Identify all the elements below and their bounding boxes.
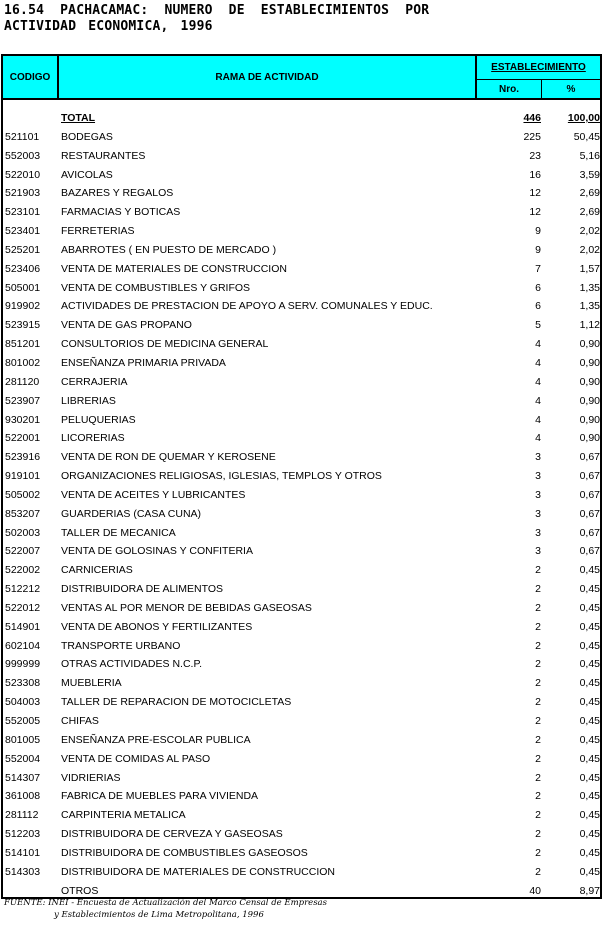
rama-cell: CHIFAS xyxy=(61,715,99,727)
codigo-cell: 505002 xyxy=(5,488,41,501)
table-row xyxy=(3,506,600,525)
rama-cell: BODEGAS xyxy=(61,130,113,143)
pct-cell: 0,45 xyxy=(579,696,600,709)
nro-cell: 2 xyxy=(535,583,541,596)
nro-cell: 3 xyxy=(535,470,541,483)
pct-cell: 2,69 xyxy=(579,187,600,200)
codigo-cell: 523101 xyxy=(5,206,41,219)
pct-cell: 1,12 xyxy=(579,319,600,332)
pct-cell: 0,67 xyxy=(579,470,600,483)
table-row xyxy=(3,675,600,694)
rama-cell: FARMACIAS Y BOTICAS xyxy=(61,206,181,219)
table-row xyxy=(3,280,600,299)
nro-cell: 9 xyxy=(535,243,541,256)
pct-cell: 0,45 xyxy=(579,715,600,727)
pct-cell: 0,45 xyxy=(579,865,600,878)
nro-cell: 2 xyxy=(535,677,541,690)
table-row xyxy=(3,430,600,449)
pct-cell: 0,90 xyxy=(579,356,600,369)
nro-cell: 4 xyxy=(535,356,541,369)
pct-cell: 2,69 xyxy=(579,206,600,219)
table-row xyxy=(3,468,600,487)
rama-cell: DISTRIBUIDORA DE COMBUSTIBLES GASEOSOS xyxy=(61,846,308,859)
title-line-2: ACTIVIDAD ECONOMICA, 1996 xyxy=(4,19,213,34)
nro-cell: 2 xyxy=(535,601,541,614)
rama-cell: RESTAURANTES xyxy=(61,149,146,162)
table-row xyxy=(3,788,600,807)
codigo-cell: 281120 xyxy=(5,375,40,388)
total-pct: 100,00 xyxy=(567,112,600,124)
codigo-cell: 853207 xyxy=(5,507,41,520)
codigo-cell: 525201 xyxy=(5,243,41,256)
codigo-cell: 514901 xyxy=(5,620,41,633)
nro-cell: 2 xyxy=(535,696,541,709)
pct-cell: 2,02 xyxy=(579,225,600,238)
nro-cell: 16 xyxy=(529,168,541,181)
nro-cell: 9 xyxy=(535,225,541,238)
total-row xyxy=(3,110,600,129)
table-row xyxy=(3,562,600,581)
nro-cell: 5 xyxy=(535,319,541,332)
pct-cell: 0,45 xyxy=(579,809,600,822)
codigo-cell: 523401 xyxy=(5,225,41,238)
rama-cell: ACTIVIDADES DE PRESTACION DE APOYO A SERV. COMUNALES Y EDUC. xyxy=(61,300,433,313)
table-row xyxy=(3,543,600,562)
rama-cell: DISTRIBUIDORA DE MATERIALES DE CONSTRUCCION xyxy=(61,865,336,878)
table-row xyxy=(3,619,600,638)
nro-cell: 2 xyxy=(535,752,541,765)
rama-cell: VENTA DE ACEITES Y LUBRICANTES xyxy=(61,488,246,501)
rama-cell: VENTA DE GAS PROPANO xyxy=(61,319,192,332)
rama-cell: DISTRIBUIDORA DE ALIMENTOS xyxy=(61,583,224,596)
table-row xyxy=(3,600,600,619)
nro-cell: 6 xyxy=(535,281,541,294)
pct-cell: 1,35 xyxy=(579,300,600,313)
rama-cell: VENTA DE GOLOSINAS Y CONFITERIA xyxy=(61,545,253,558)
nro-cell: 2 xyxy=(535,658,541,671)
rama-cell: FABRICA DE MUEBLES PARA VIVIENDA xyxy=(61,790,259,803)
pct-cell: 0,45 xyxy=(579,601,600,614)
nro-cell: 12 xyxy=(529,206,541,219)
rama-cell: CARPINTERIA METALICA xyxy=(61,809,186,822)
footnote-line-1: FUENTE: INEI - Encuesta de Actualización del Marco Censal de Empresas xyxy=(4,898,327,908)
table-row xyxy=(3,393,600,412)
pct-cell: 0,67 xyxy=(579,451,600,464)
nro-cell: 3 xyxy=(535,488,541,501)
pct-cell: 0,45 xyxy=(579,752,600,765)
rama-cell: ABARROTES ( EN PUESTO DE MERCADO ) xyxy=(61,243,277,256)
pct-cell: 0,45 xyxy=(579,620,600,633)
nro-cell: 2 xyxy=(535,771,541,784)
table-row xyxy=(3,807,600,826)
pct-cell: 0,45 xyxy=(579,658,600,671)
pct-cell: 0,67 xyxy=(579,488,600,501)
pct-cell: 0,45 xyxy=(579,677,600,690)
codigo-cell: 602104 xyxy=(5,639,41,652)
nro-cell: 3 xyxy=(535,545,541,558)
nro-cell: 6 xyxy=(535,300,541,313)
rama-cell: VENTA DE MATERIALES DE CONSTRUCCION xyxy=(61,262,287,275)
table-row xyxy=(3,242,600,261)
pct-cell: 0,90 xyxy=(579,432,600,445)
codigo-cell: 505001 xyxy=(5,281,41,294)
title-line-1: 16.54 PACHACAMAC: NUMERO DE ESTABLECIMIENTOS POR xyxy=(4,3,430,18)
table-row xyxy=(3,298,600,317)
rama-cell: AVICOLAS xyxy=(61,168,113,181)
table-row xyxy=(3,449,600,468)
table-header xyxy=(3,56,600,100)
nro-cell: 4 xyxy=(535,375,541,388)
nro-cell: 7 xyxy=(535,262,541,275)
rama-cell: MUEBLERIA xyxy=(61,677,122,690)
rama-cell: OTRAS ACTIVIDADES N.C.P. xyxy=(61,658,203,671)
pct-cell: 0,45 xyxy=(579,583,600,596)
table-row xyxy=(3,694,600,713)
rama-cell: ORGANIZACIONES RELIGIOSAS, IGLESIAS, TEMPLOS Y OTROS xyxy=(61,470,382,483)
nro-cell: 225 xyxy=(523,130,541,143)
pct-cell: 0,45 xyxy=(579,790,600,803)
establishments-table xyxy=(1,54,602,899)
nro-cell: 12 xyxy=(529,187,541,200)
codigo-cell: 504003 xyxy=(5,696,41,709)
rama-cell: VENTA DE ABONOS Y FERTILIZANTES xyxy=(61,620,253,633)
codigo-cell: 502003 xyxy=(5,526,41,539)
table-row xyxy=(3,412,600,431)
table-row xyxy=(3,713,600,732)
rama-cell: TALLER DE REPARACION DE MOTOCICLETAS xyxy=(61,696,292,709)
nro-cell: 23 xyxy=(529,149,541,162)
nro-cell: 2 xyxy=(535,715,541,727)
pct-cell: 0,67 xyxy=(579,545,600,558)
table-row xyxy=(3,336,600,355)
table-row xyxy=(3,487,600,506)
codigo-cell: 523406 xyxy=(5,262,41,275)
table-row xyxy=(3,525,600,544)
rama-cell: ENSEÑANZA PRE-ESCOLAR PUBLICA xyxy=(61,733,251,746)
codigo-cell: 514303 xyxy=(5,865,41,878)
rama-cell: CONSULTORIOS DE MEDICINA GENERAL xyxy=(61,338,269,351)
nro-cell: 3 xyxy=(535,526,541,539)
table-row xyxy=(3,732,600,751)
pct-cell: 5,16 xyxy=(579,149,600,162)
rama-cell: ENSEÑANZA PRIMARIA PRIVADA xyxy=(61,356,226,369)
nro-cell: 4 xyxy=(535,338,541,351)
codigo-cell: 514307 xyxy=(5,771,41,784)
header-nro: Nro. xyxy=(477,80,542,98)
rama-cell: VENTAS AL POR MENOR DE BEBIDAS GASEOSAS xyxy=(61,601,312,614)
rama-cell: CERRAJERIA xyxy=(61,375,128,388)
pct-cell: 0,45 xyxy=(579,828,600,841)
codigo-cell: 522007 xyxy=(5,545,41,558)
pct-cell: 0,45 xyxy=(579,564,600,577)
table-row xyxy=(3,770,600,789)
pct-cell: 0,45 xyxy=(579,733,600,746)
pct-cell: 1,35 xyxy=(579,281,600,294)
rama-cell: VENTA DE RON DE QUEMAR Y KEROSENE xyxy=(61,451,276,464)
rama-cell: OTROS xyxy=(61,884,99,897)
table-row xyxy=(3,751,600,770)
table-row xyxy=(3,317,600,336)
header-pct: % xyxy=(566,83,576,95)
codigo-cell: 521903 xyxy=(5,187,41,200)
table-row xyxy=(3,204,600,223)
nro-cell: 2 xyxy=(535,865,541,878)
nro-cell: 2 xyxy=(535,790,541,803)
rama-cell: VENTA DE COMBUSTIBLES Y GRIFOS xyxy=(61,281,251,294)
table-row xyxy=(3,185,600,204)
pct-cell: 2,02 xyxy=(579,243,600,256)
nro-cell: 2 xyxy=(535,639,541,652)
codigo-cell: 523308 xyxy=(5,677,41,690)
rama-cell: TALLER DE MECANICA xyxy=(61,526,176,539)
codigo-cell: 552004 xyxy=(5,752,41,765)
pct-cell: 0,67 xyxy=(579,507,600,520)
rama-cell: BAZARES Y REGALOS xyxy=(61,187,174,200)
codigo-cell: 801005 xyxy=(5,733,41,746)
header-establecimiento xyxy=(477,56,600,80)
nro-cell: 3 xyxy=(535,507,541,520)
codigo-cell: 512212 xyxy=(5,583,41,596)
table-row xyxy=(3,148,600,167)
rama-cell: LICORERIAS xyxy=(61,432,125,445)
rama-cell: VENTA DE COMIDAS AL PASO xyxy=(61,752,211,765)
nro-cell: 2 xyxy=(535,564,541,577)
codigo-cell: 523916 xyxy=(5,451,41,464)
rama-cell: TRANSPORTE URBANO xyxy=(61,639,181,652)
table-row xyxy=(3,261,600,280)
rama-cell: FERRETERIAS xyxy=(61,225,135,238)
table-body xyxy=(3,110,600,901)
rama-cell: PELUQUERIAS xyxy=(61,413,136,426)
table-row xyxy=(3,374,600,393)
nro-cell: 2 xyxy=(535,828,541,841)
nro-cell: 3 xyxy=(535,451,541,464)
nro-cell: 40 xyxy=(529,884,541,897)
nro-cell: 4 xyxy=(535,394,541,407)
rama-cell: GUARDERIAS (CASA CUNA) xyxy=(61,507,202,520)
codigo-cell: 919101 xyxy=(5,470,41,483)
codigo-cell: 514101 xyxy=(5,846,41,859)
table-row xyxy=(3,826,600,845)
codigo-cell: 522010 xyxy=(5,168,41,181)
codigo-cell: 281112 xyxy=(5,809,39,822)
table-row xyxy=(3,355,600,374)
nro-cell: 2 xyxy=(535,809,541,822)
codigo-cell: 522001 xyxy=(5,432,41,445)
pct-cell: 0,45 xyxy=(579,771,600,784)
table-row xyxy=(3,167,600,186)
pct-cell: 0,90 xyxy=(579,375,600,388)
pct-cell: 0,90 xyxy=(579,413,600,426)
pct-cell: 0,45 xyxy=(579,639,600,652)
header-codigo: CODIGO xyxy=(3,56,59,98)
codigo-cell: 522002 xyxy=(5,564,41,577)
pct-cell: 0,90 xyxy=(579,394,600,407)
table-row xyxy=(3,129,600,148)
rama-cell: CARNICERIAS xyxy=(61,564,133,577)
pct-cell: 50,45 xyxy=(573,130,600,143)
codigo-cell: 523915 xyxy=(5,319,41,332)
codigo-cell: 552003 xyxy=(5,149,41,162)
nro-cell: 4 xyxy=(535,413,541,426)
header-establecimiento-label: ESTABLECIMIENTO xyxy=(491,62,586,73)
pct-cell: 3,59 xyxy=(579,168,600,181)
codigo-cell: 523907 xyxy=(5,394,41,407)
codigo-cell: 521101 xyxy=(5,130,40,143)
rama-cell: VIDRIERIAS xyxy=(61,771,121,784)
codigo-cell: 522012 xyxy=(5,601,41,614)
codigo-cell: 919902 xyxy=(5,300,41,313)
header-rama: RAMA DE ACTIVIDAD xyxy=(59,56,477,98)
codigo-cell: 512203 xyxy=(5,828,41,841)
pct-cell: 0,67 xyxy=(579,526,600,539)
table-row xyxy=(3,223,600,242)
codigo-cell: 930201 xyxy=(5,413,41,426)
codigo-cell: 851201 xyxy=(5,338,41,351)
nro-cell: 2 xyxy=(535,846,541,859)
rama-cell: DISTRIBUIDORA DE CERVEZA Y GASEOSAS xyxy=(61,828,283,841)
table-row xyxy=(3,864,600,883)
footnote-line-2: y Establecimientos de Lima Metropolitana, 1996 xyxy=(54,910,264,920)
total-nro: 446 xyxy=(523,112,541,124)
page-title xyxy=(4,3,584,35)
table-row xyxy=(3,845,600,864)
pct-cell: 0,90 xyxy=(579,338,600,351)
nro-cell: 2 xyxy=(535,733,541,746)
codigo-cell: 999999 xyxy=(5,658,41,671)
codigo-cell: 552005 xyxy=(5,715,41,727)
nro-cell: 4 xyxy=(535,432,541,445)
pct-cell: 8,97 xyxy=(579,884,600,897)
codigo-cell: 801002 xyxy=(5,356,41,369)
rama-cell: LIBRERIAS xyxy=(61,394,116,407)
pct-cell: 1,57 xyxy=(579,262,600,275)
table-row xyxy=(3,638,600,657)
total-label: TOTAL xyxy=(61,112,96,124)
nro-cell: 2 xyxy=(535,620,541,633)
table-row xyxy=(3,581,600,600)
source-footnote xyxy=(4,897,327,921)
table-row xyxy=(3,656,600,675)
pct-cell: 0,45 xyxy=(579,846,600,859)
codigo-cell: 361008 xyxy=(5,790,41,803)
